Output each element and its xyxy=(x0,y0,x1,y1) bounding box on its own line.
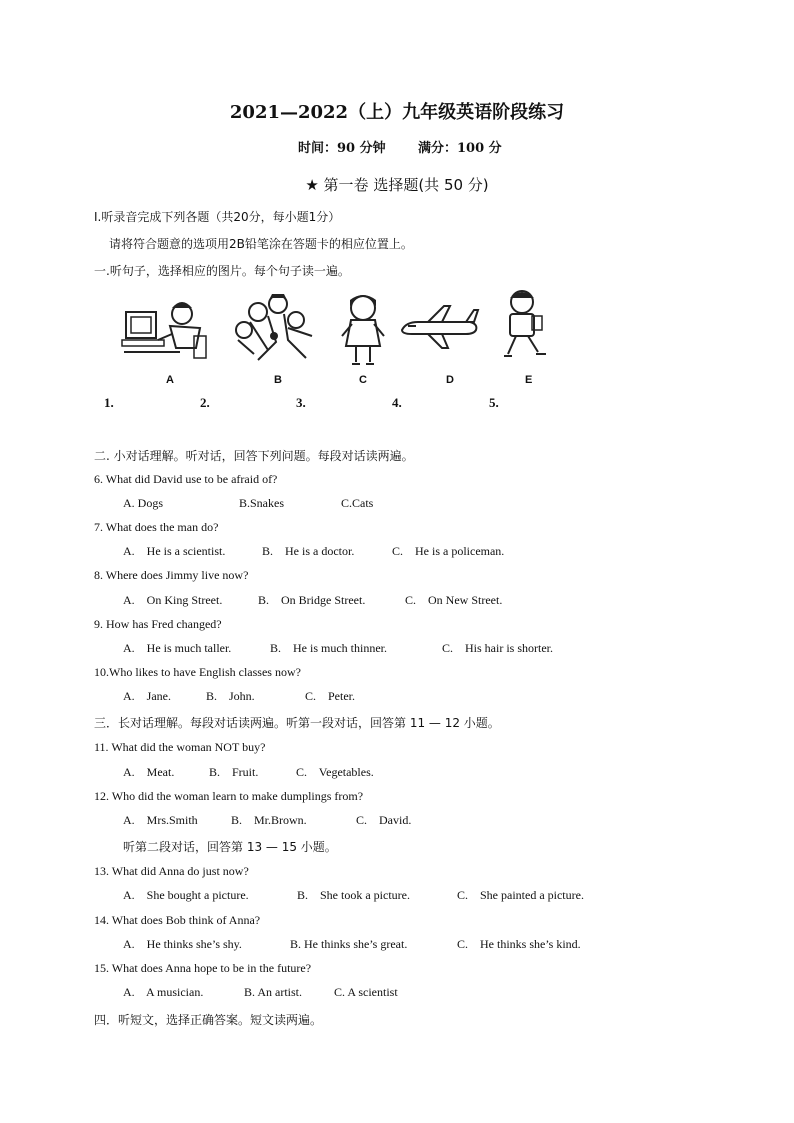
option-b: B. On Bridge Street. xyxy=(258,593,366,607)
kids-playing-icon xyxy=(228,292,323,367)
option-c: C. He thinks she’s kind. xyxy=(457,937,581,951)
option-c: C. Vegetables. xyxy=(296,765,374,779)
section-3-heading: 三．长对话理解。每段对话读两遍。听第一段对话，回答第 11 — 12 小题。 xyxy=(94,716,500,730)
part-one-heading: ★ 第一卷 选择题(共 50 分) xyxy=(305,176,489,194)
picture-number: 3. xyxy=(296,395,306,410)
question: 15. What does Anna hope to be in the future? xyxy=(94,961,312,975)
section-3-sub-heading: 听第二段对话，回答第 13 — 15 小题。 xyxy=(123,840,337,854)
option-a: A. She bought a picture. xyxy=(123,888,249,902)
option-b: B. He is much thinner. xyxy=(270,641,387,655)
option-c: C. He is a policeman. xyxy=(392,544,505,558)
picture-number: 5. xyxy=(489,395,499,410)
question: 6. What did David use to be afraid of? xyxy=(94,472,278,486)
section-2-heading: 二. 小对话理解。听对话，回答下列问题。每段对话读两遍。 xyxy=(94,449,414,463)
option-a: A. A musician. xyxy=(123,985,204,999)
picture-letter: B xyxy=(274,374,282,386)
option-b: B. John. xyxy=(206,689,255,703)
question: 7. What does the man do? xyxy=(94,520,219,534)
girl-icon xyxy=(338,290,388,370)
option-c: C. On New Street. xyxy=(405,593,503,607)
option-b: B. She took a picture. xyxy=(297,888,410,902)
option-c: C. She painted a picture. xyxy=(457,888,584,902)
option-b: B. He is a doctor. xyxy=(262,544,355,558)
picture-letter: A xyxy=(166,374,174,386)
question: 10.Who likes to have English classes now? xyxy=(94,665,301,679)
option-a: A. Mrs.Smith xyxy=(123,813,198,827)
page-title: 2021—2022（上）九年级英语阶段练习 xyxy=(229,102,565,123)
option-c: C. A scientist xyxy=(334,985,398,999)
section-4-heading: 四．听短文，选择正确答案。短文读两遍。 xyxy=(94,1013,323,1027)
section-i-instruction: 请将符合题意的选项用2B铅笔涂在答题卡的相应位置上。 xyxy=(109,237,413,251)
question: 12. Who did the woman learn to make dumplings from? xyxy=(94,789,364,803)
section-i-heading: Ⅰ.听录音完成下列各题（共20分，每小题1分） xyxy=(94,210,341,224)
picture-number: 1. xyxy=(104,395,114,410)
option-b: B. He thinks she’s great. xyxy=(290,937,408,951)
option-a: A. Meat. xyxy=(123,765,175,779)
question: 9. How has Fred changed? xyxy=(94,617,222,631)
option-b: B.Snakes xyxy=(239,496,284,510)
section-1-heading: 一.听句子，选择相应的图片。每个句子读一遍。 xyxy=(94,264,350,278)
option-c: C. Peter. xyxy=(305,689,355,703)
option-a: A. He thinks she’s shy. xyxy=(123,937,242,951)
picture-letter: E xyxy=(525,374,533,386)
option-c: C. His hair is shorter. xyxy=(442,641,553,655)
option-a: A. He is much taller. xyxy=(123,641,232,655)
option-a: A. He is a scientist. xyxy=(123,544,226,558)
question: 8. Where does Jimmy live now? xyxy=(94,568,249,582)
option-b: B. Mr.Brown. xyxy=(231,813,307,827)
option-c: C. David. xyxy=(356,813,412,827)
full-score: 满分：100 分 xyxy=(418,141,502,156)
computer-boy-icon xyxy=(120,292,210,367)
question: 11. What did the woman NOT buy? xyxy=(94,740,266,754)
question: 13. What did Anna do just now? xyxy=(94,864,249,878)
airplane-icon xyxy=(398,300,480,352)
option-a: A. Jane. xyxy=(123,689,171,703)
picture-number: 4. xyxy=(392,395,402,410)
picture-number: 2. xyxy=(200,395,210,410)
picture-letter: D xyxy=(446,374,454,386)
picture-letter: C xyxy=(359,374,367,386)
time-limit: 时间：90 分钟 xyxy=(298,141,386,156)
option-a: A. Dogs xyxy=(123,496,164,510)
option-c: C.Cats xyxy=(341,496,374,510)
option-a: A. On King Street. xyxy=(123,593,223,607)
option-b: B. An artist. xyxy=(244,985,303,999)
option-b: B. Fruit. xyxy=(209,765,259,779)
boy-walking-icon xyxy=(496,286,552,366)
question: 14. What does Bob think of Anna? xyxy=(94,913,261,927)
